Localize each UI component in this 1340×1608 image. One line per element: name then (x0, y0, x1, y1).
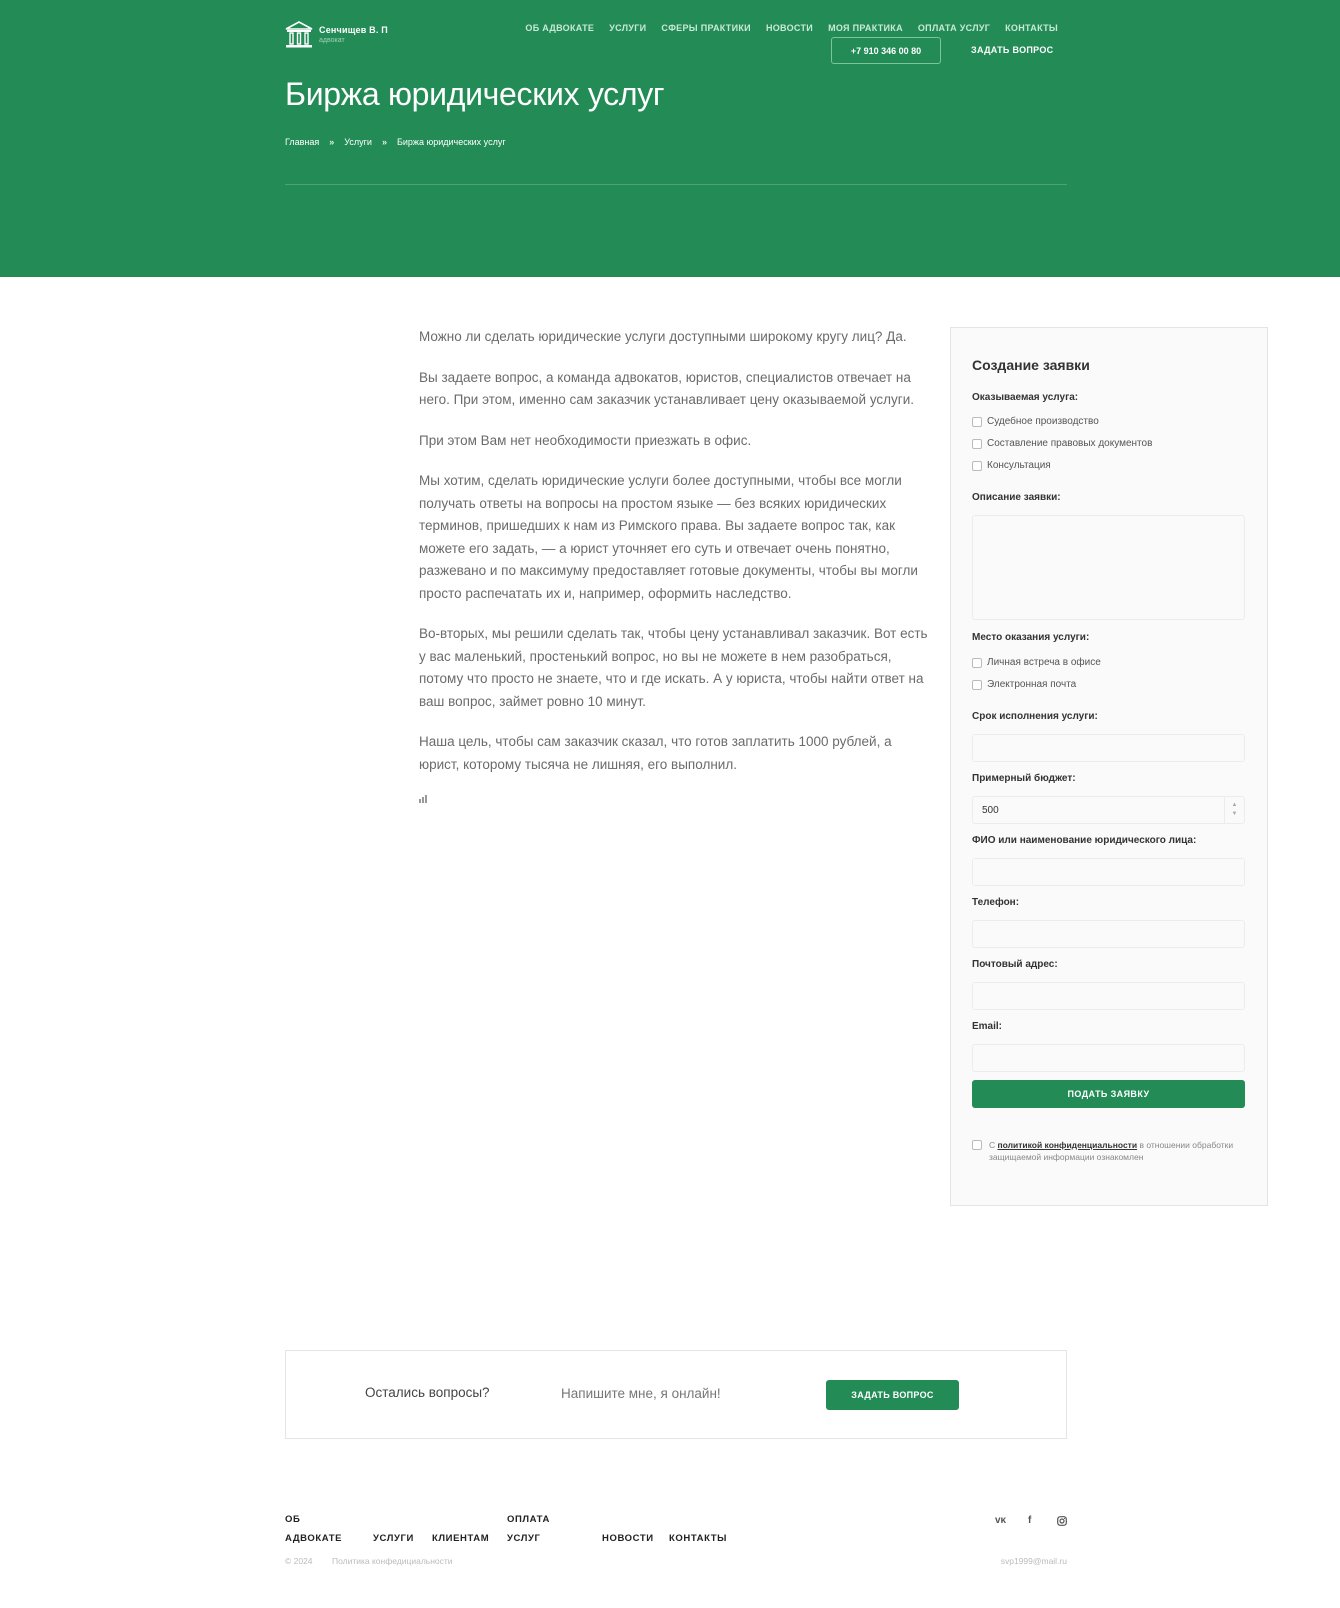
cta-ask-button[interactable]: ЗАДАТЬ ВОПРОС (826, 1380, 959, 1410)
instagram-icon[interactable] (1057, 1516, 1067, 1526)
budget-label: Примерный бюджет: (972, 773, 1076, 784)
footer-copyright: © 2024 (285, 1556, 313, 1566)
hero-header (0, 0, 1340, 277)
footer-nav-contacts[interactable]: КОНТАКТЫ (669, 1533, 728, 1544)
nav-my-practice[interactable]: МОЯ ПРАКТИКА (828, 23, 903, 33)
policy-consent (972, 1139, 1247, 1163)
deadline-input[interactable] (972, 734, 1245, 762)
main-nav (525, 23, 1058, 33)
checkbox[interactable] (972, 439, 982, 449)
logo-name: Сенчищев В. П (319, 25, 388, 35)
submit-request-button[interactable]: ПОДАТЬ ЗАЯВКУ (972, 1080, 1245, 1108)
service-label: Оказываемая услуга: (972, 392, 1079, 403)
breadcrumb-separator: » (329, 137, 335, 147)
footer-nav-about-1[interactable]: ОБ (285, 1514, 301, 1525)
questions-cta (285, 1350, 1067, 1439)
checkbox[interactable] (972, 417, 982, 427)
nav-payment[interactable]: ОПЛАТА УСЛУГ (917, 23, 991, 33)
policy-checkbox[interactable] (972, 1140, 982, 1150)
footer-email-link[interactable]: svp1999@mail.ru (1000, 1556, 1067, 1566)
article-paragraph: При этом Вам нет необходимости приезжать в офис. (419, 432, 752, 448)
email-label: Email: (972, 1021, 1003, 1032)
policy-prefix: С (989, 1140, 998, 1150)
ask-question-link[interactable]: ЗАДАТЬ ВОПРОС (971, 45, 1054, 55)
phone-input[interactable] (972, 920, 1245, 948)
footer-nav-payment-2[interactable]: УСЛУГ (507, 1533, 541, 1544)
deadline-label: Срок исполнения услуги: (972, 711, 1098, 722)
article-paragraph: Можно ли сделать юридические услуги доступными широкому кругу лиц? Да. (419, 329, 907, 344)
policy-suffix: в отношении обработки защищаемой информации ознакомлен (989, 1140, 1234, 1162)
site-logo[interactable] (285, 21, 388, 49)
form-title: Создание заявки (972, 357, 1090, 373)
place-label: Место оказания услуги: (972, 632, 1090, 643)
description-textarea[interactable] (972, 515, 1245, 620)
article-body (419, 326, 931, 803)
breadcrumb-services[interactable]: Услуги (344, 137, 372, 147)
stats-icon[interactable] (419, 794, 429, 803)
description-label: Описание заявки: (972, 492, 1061, 503)
breadcrumb-current: Биржа юридических услуг (396, 137, 506, 147)
name-input[interactable] (972, 858, 1245, 886)
nav-about[interactable]: ОБ АДВОКАТЕ (525, 23, 595, 33)
nav-services[interactable]: УСЛУГИ (609, 23, 647, 33)
budget-value: 500 (982, 804, 999, 816)
number-spinner[interactable]: ▲ ▼ (1224, 797, 1244, 823)
breadcrumb-separator: » (381, 137, 387, 147)
logo-subtitle: адвокат (319, 37, 345, 44)
footer-policy-link[interactable]: Политика конфедициальности (332, 1556, 453, 1566)
article-paragraph: Во-вторых, мы решили сделать так, чтобы цену устанавливал заказчик. Вот есть у вас маленький, простенький вопрос, но вы не можете в нем разобраться, потому что просто не знаете, что и где искать. А у юриста, чтобы найти ответ на ваш вопрос, займет ровно 10 минут. (419, 626, 928, 709)
cta-subtitle: Напишите мне, я онлайн! (561, 1386, 721, 1401)
checkbox[interactable] (972, 461, 982, 471)
vk-icon[interactable]: ᴠᴋ (995, 1515, 1007, 1526)
address-input[interactable] (972, 982, 1245, 1010)
place-option-email[interactable] (972, 679, 1076, 690)
footer-nav-news[interactable]: НОВОСТИ (602, 1533, 654, 1544)
hero-divider (285, 184, 1067, 185)
footer-nav-services[interactable]: УСЛУГИ (373, 1533, 414, 1544)
option-label: Судебное производство (987, 416, 1099, 427)
nav-practice-areas[interactable]: СФЕРЫ ПРАКТИКИ (661, 23, 751, 33)
service-option-consultation[interactable] (972, 460, 1051, 471)
budget-input[interactable] (972, 796, 1245, 824)
email-input[interactable] (972, 1044, 1245, 1072)
option-label: Личная встреча в офисе (987, 657, 1101, 668)
checkbox[interactable] (972, 658, 982, 668)
cta-question: Остались вопросы? (365, 1385, 490, 1400)
option-label: Консультация (987, 460, 1051, 471)
nav-contacts[interactable]: КОНТАКТЫ (1005, 23, 1058, 33)
breadcrumb-home[interactable]: Главная (285, 137, 320, 147)
article-paragraph: Вы задаете вопрос, а команда адвокатов, юристов, специалистов отвечает на него. При этом, именно сам заказчик устанавливает цену оказываемой услуги. (419, 369, 915, 407)
footer-nav-payment-1[interactable]: ОПЛАТА (507, 1514, 550, 1525)
phone-label: Телефон: (972, 897, 1020, 908)
policy-link[interactable]: политикой конфиденциальности (997, 1140, 1138, 1150)
service-option-documents[interactable] (972, 438, 1152, 449)
place-option-office[interactable] (972, 657, 1101, 668)
name-label: ФИО или наименование юридического лица: (972, 835, 1197, 846)
page-title: Биржа юридических услуг (285, 76, 665, 112)
option-label: Составление правовых документов (987, 438, 1153, 449)
facebook-icon[interactable]: f (1028, 1515, 1032, 1526)
phone-button[interactable]: +7 910 346 00 80 (831, 37, 941, 64)
policy-text (989, 1139, 1247, 1163)
footer-nav-clients[interactable]: КЛИЕНТАМ (432, 1533, 490, 1544)
breadcrumb (285, 137, 506, 147)
option-label: Электронная почта (987, 679, 1077, 690)
footer-nav-about-2[interactable]: АДВОКАТЕ (285, 1533, 343, 1544)
service-option-court[interactable] (972, 416, 1099, 427)
checkbox[interactable] (972, 680, 982, 690)
nav-news[interactable]: НОВОСТИ (765, 23, 814, 33)
courthouse-icon (285, 21, 313, 49)
article-paragraph: Мы хотим, сделать юридические услуги более доступными, чтобы все могли получать ответы на вопросы на простом языке — без всяких юридических терминов, пришедших к нам из Римского права. Вы задаете вопрос так, как можете его задать, — а юрист уточняет его суть и отвечает очень понятно, разжевано и по максимуму предоставляет готовые документы, чтобы вы могли просто распечатать их и, например, оформить наследство. (419, 473, 918, 601)
address-label: Почтовый адрес: (972, 959, 1058, 970)
article-paragraph: Наша цель, чтобы сам заказчик сказал, что готов заплатить 1000 рублей, а юрист, которому тысяча не лишняя, его выполнил. (419, 734, 892, 772)
request-form (950, 327, 1268, 1206)
